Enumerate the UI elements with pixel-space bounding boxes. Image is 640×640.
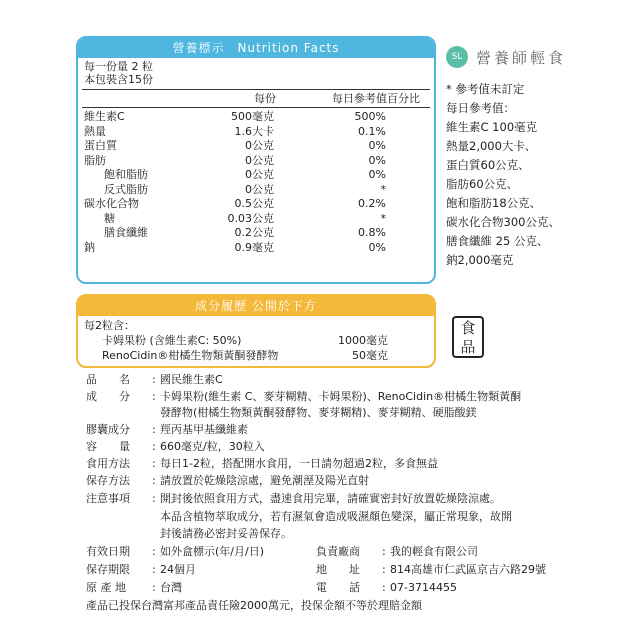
- info-value: 如外盒標示(年/月/日): [160, 545, 264, 558]
- nutrient-name: 脂肪: [84, 153, 106, 167]
- info-label: 注意事項: [86, 492, 130, 505]
- nutrient-daily-value: 0%: [368, 153, 386, 167]
- info-label: 膠囊成分: [86, 423, 130, 436]
- info-value: 每日1-2粒，搭配開水食用，一日請勿超過2粒，多食無益: [160, 457, 438, 470]
- nutrition-row: [78, 226, 434, 241]
- nutrient-per-serving: 0公克: [245, 168, 274, 181]
- info-insurance: 產品已投保台灣富邦產品責任險2000萬元，投保金額不等於理賠金額: [86, 599, 422, 612]
- nutrient-per-serving: 0.9毫克: [234, 240, 274, 254]
- ingredient-amount: 1000毫克: [338, 334, 388, 347]
- info-label: 電 話: [316, 581, 360, 594]
- info-origin: 原 產 地 : 台灣: [86, 581, 182, 594]
- ingredient-name: RenoCidin®柑橘生物類黃酮發酵物: [102, 349, 279, 362]
- nutrition-row: [78, 197, 434, 212]
- nutrient-name: 鈉: [84, 240, 95, 254]
- info-value: 台灣: [160, 581, 182, 594]
- nutrient-daily-value: 0%: [368, 168, 386, 181]
- info-value: 開封後依照食用方式，盡速食用完畢，請確實密封好放置乾燥陰涼處。: [160, 492, 501, 505]
- nutrient-daily-value: 0%: [368, 240, 386, 254]
- info-expiry: 有效日期 : 如外盒標示(年/月/日): [86, 545, 264, 558]
- info-value: 我的輕食有限公司: [390, 545, 478, 558]
- reference-line: 飽和脂肪18公克、: [446, 196, 542, 210]
- nutrient-per-serving: 0公克: [245, 182, 274, 196]
- nutrient-name: 飽和脂肪: [104, 168, 148, 181]
- nutrition-row: [78, 183, 434, 198]
- info-value: 本品含植物萃取成分，若有濕氣會造成吸濕顏色變深，屬正常現象，故開: [160, 510, 512, 523]
- info-value: 羥丙基甲基纖維素: [160, 423, 248, 436]
- nutrient-daily-value: *: [380, 211, 386, 225]
- ingredient-row: [78, 348, 434, 363]
- nutrition-column-headers: [78, 90, 434, 107]
- nutrient-per-serving: 0.03公克: [227, 211, 274, 225]
- info-value: 國民維生素C: [160, 373, 223, 386]
- info-label: 有效日期: [86, 545, 130, 558]
- nutrition-row: [78, 125, 434, 140]
- info-value: 07-3714455: [390, 581, 457, 594]
- nutrient-name: 糖: [104, 211, 115, 225]
- nutrient-name: 反式脂肪: [104, 182, 148, 196]
- nutrient-daily-value: 0%: [368, 139, 386, 152]
- nutrient-daily-value: 0.1%: [358, 124, 386, 138]
- per-label: 每2粒含：: [84, 319, 135, 332]
- info-label: 容 量: [86, 440, 130, 453]
- nutrient-daily-value: 0.2%: [358, 197, 386, 210]
- brand-name: 營養師輕食: [476, 49, 567, 67]
- ingredient-panel: [76, 294, 436, 368]
- nutrition-facts-panel: [76, 36, 436, 284]
- nutrient-name: 維生素C: [84, 110, 125, 123]
- nutrient-daily-value: *: [380, 182, 386, 196]
- info-label: 原 產 地: [86, 581, 126, 594]
- nutrient-daily-value: 500%: [354, 110, 386, 123]
- info-label: 負責廠商: [316, 545, 360, 558]
- info-label: 地 址: [316, 563, 360, 576]
- info-value: 24個月: [160, 563, 196, 576]
- brand-logo-icon: SL: [446, 46, 468, 68]
- reference-line: 維生素C 100毫克: [446, 120, 538, 134]
- nutrition-header: 營養標示 Nutrition Facts: [78, 38, 434, 58]
- food-badge-char: 品: [460, 338, 476, 356]
- info-label: 食用方法: [86, 457, 130, 470]
- reference-values: [446, 80, 636, 270]
- nutrition-row: [78, 241, 434, 256]
- reference-line: 熱量2,000大卡、: [446, 139, 537, 153]
- info-label: 品 名: [86, 373, 130, 386]
- col-per-serving: 每份: [254, 92, 276, 105]
- info-shelf: 保存期限 : 24個月: [86, 563, 196, 576]
- ingredient-amount: 50毫克: [352, 349, 388, 362]
- serving-size: 每一份量 2 粒: [84, 60, 153, 73]
- info-value: 發酵物(柑橘生物類黃酮發酵物、麥芽糊精)、麥芽糊精、硬脂酸鎂: [160, 406, 477, 419]
- info-value: 請放置於乾燥陰涼處，避免潮溼及陽光直射: [160, 474, 369, 487]
- info-value: 814高雄市仁武區京吉六路29號: [390, 563, 546, 576]
- nutrition-row: [78, 212, 434, 227]
- reference-line: 碳水化合物300公克、: [446, 215, 560, 229]
- reference-line: 蛋白質60公克、: [446, 158, 530, 172]
- nutrient-per-serving: 0公克: [245, 139, 274, 152]
- reference-line: 鈉2,000毫克: [446, 253, 514, 267]
- nutrient-name: 熱量: [84, 124, 106, 138]
- ingredient-row: [78, 333, 434, 348]
- reference-line: * 參考值未訂定: [446, 82, 525, 96]
- nutrient-name: 蛋白質: [84, 139, 117, 152]
- col-daily-value: 每日參考值百分比: [332, 92, 420, 105]
- nutrient-name: 碳水化合物: [84, 197, 139, 210]
- nutrient-per-serving: 0.2公克: [234, 226, 274, 239]
- ingredient-name: 卡姆果粉 (含維生素C: 50%): [102, 334, 242, 347]
- nutrient-per-serving: 500毫克: [231, 110, 274, 123]
- nutrition-row: [78, 110, 434, 125]
- info-value: 660毫克/粒，30粒入: [160, 440, 265, 453]
- nutrient-per-serving: 1.6大卡: [234, 124, 274, 138]
- nutrient-per-serving: 0公克: [245, 153, 274, 167]
- info-label: 成 分: [86, 390, 130, 403]
- info-label: 保存期限: [86, 563, 130, 576]
- nutrient-per-serving: 0.5公克: [234, 197, 274, 210]
- info-label: 保存方法: [86, 474, 130, 487]
- nutrient-name: 膳食纖維: [104, 226, 148, 239]
- nutrition-row: [78, 139, 434, 154]
- reference-line: 每日參考值：: [446, 101, 515, 115]
- food-badge-char: 食: [460, 319, 476, 337]
- food-badge: [452, 316, 484, 358]
- servings-per-package: 本包裝含15份: [84, 73, 153, 86]
- info-value: 卡姆果粉(維生素 C、麥芽糊精、卡姆果粉)、RenoCidin®柑橘生物類黃酮: [160, 390, 522, 403]
- nutrition-rows: [78, 110, 434, 255]
- nutrition-row: [78, 154, 434, 169]
- info-value: 封後請務必密封妥善保存。: [160, 527, 292, 540]
- reference-line: 膳食纖維 25 公克、: [446, 234, 549, 248]
- ingredient-header: 成分履歷 公開於下方: [78, 296, 434, 316]
- nutrient-daily-value: 0.8%: [358, 226, 386, 239]
- reference-line: 脂肪60公克、: [446, 177, 519, 191]
- nutrition-row: [78, 168, 434, 183]
